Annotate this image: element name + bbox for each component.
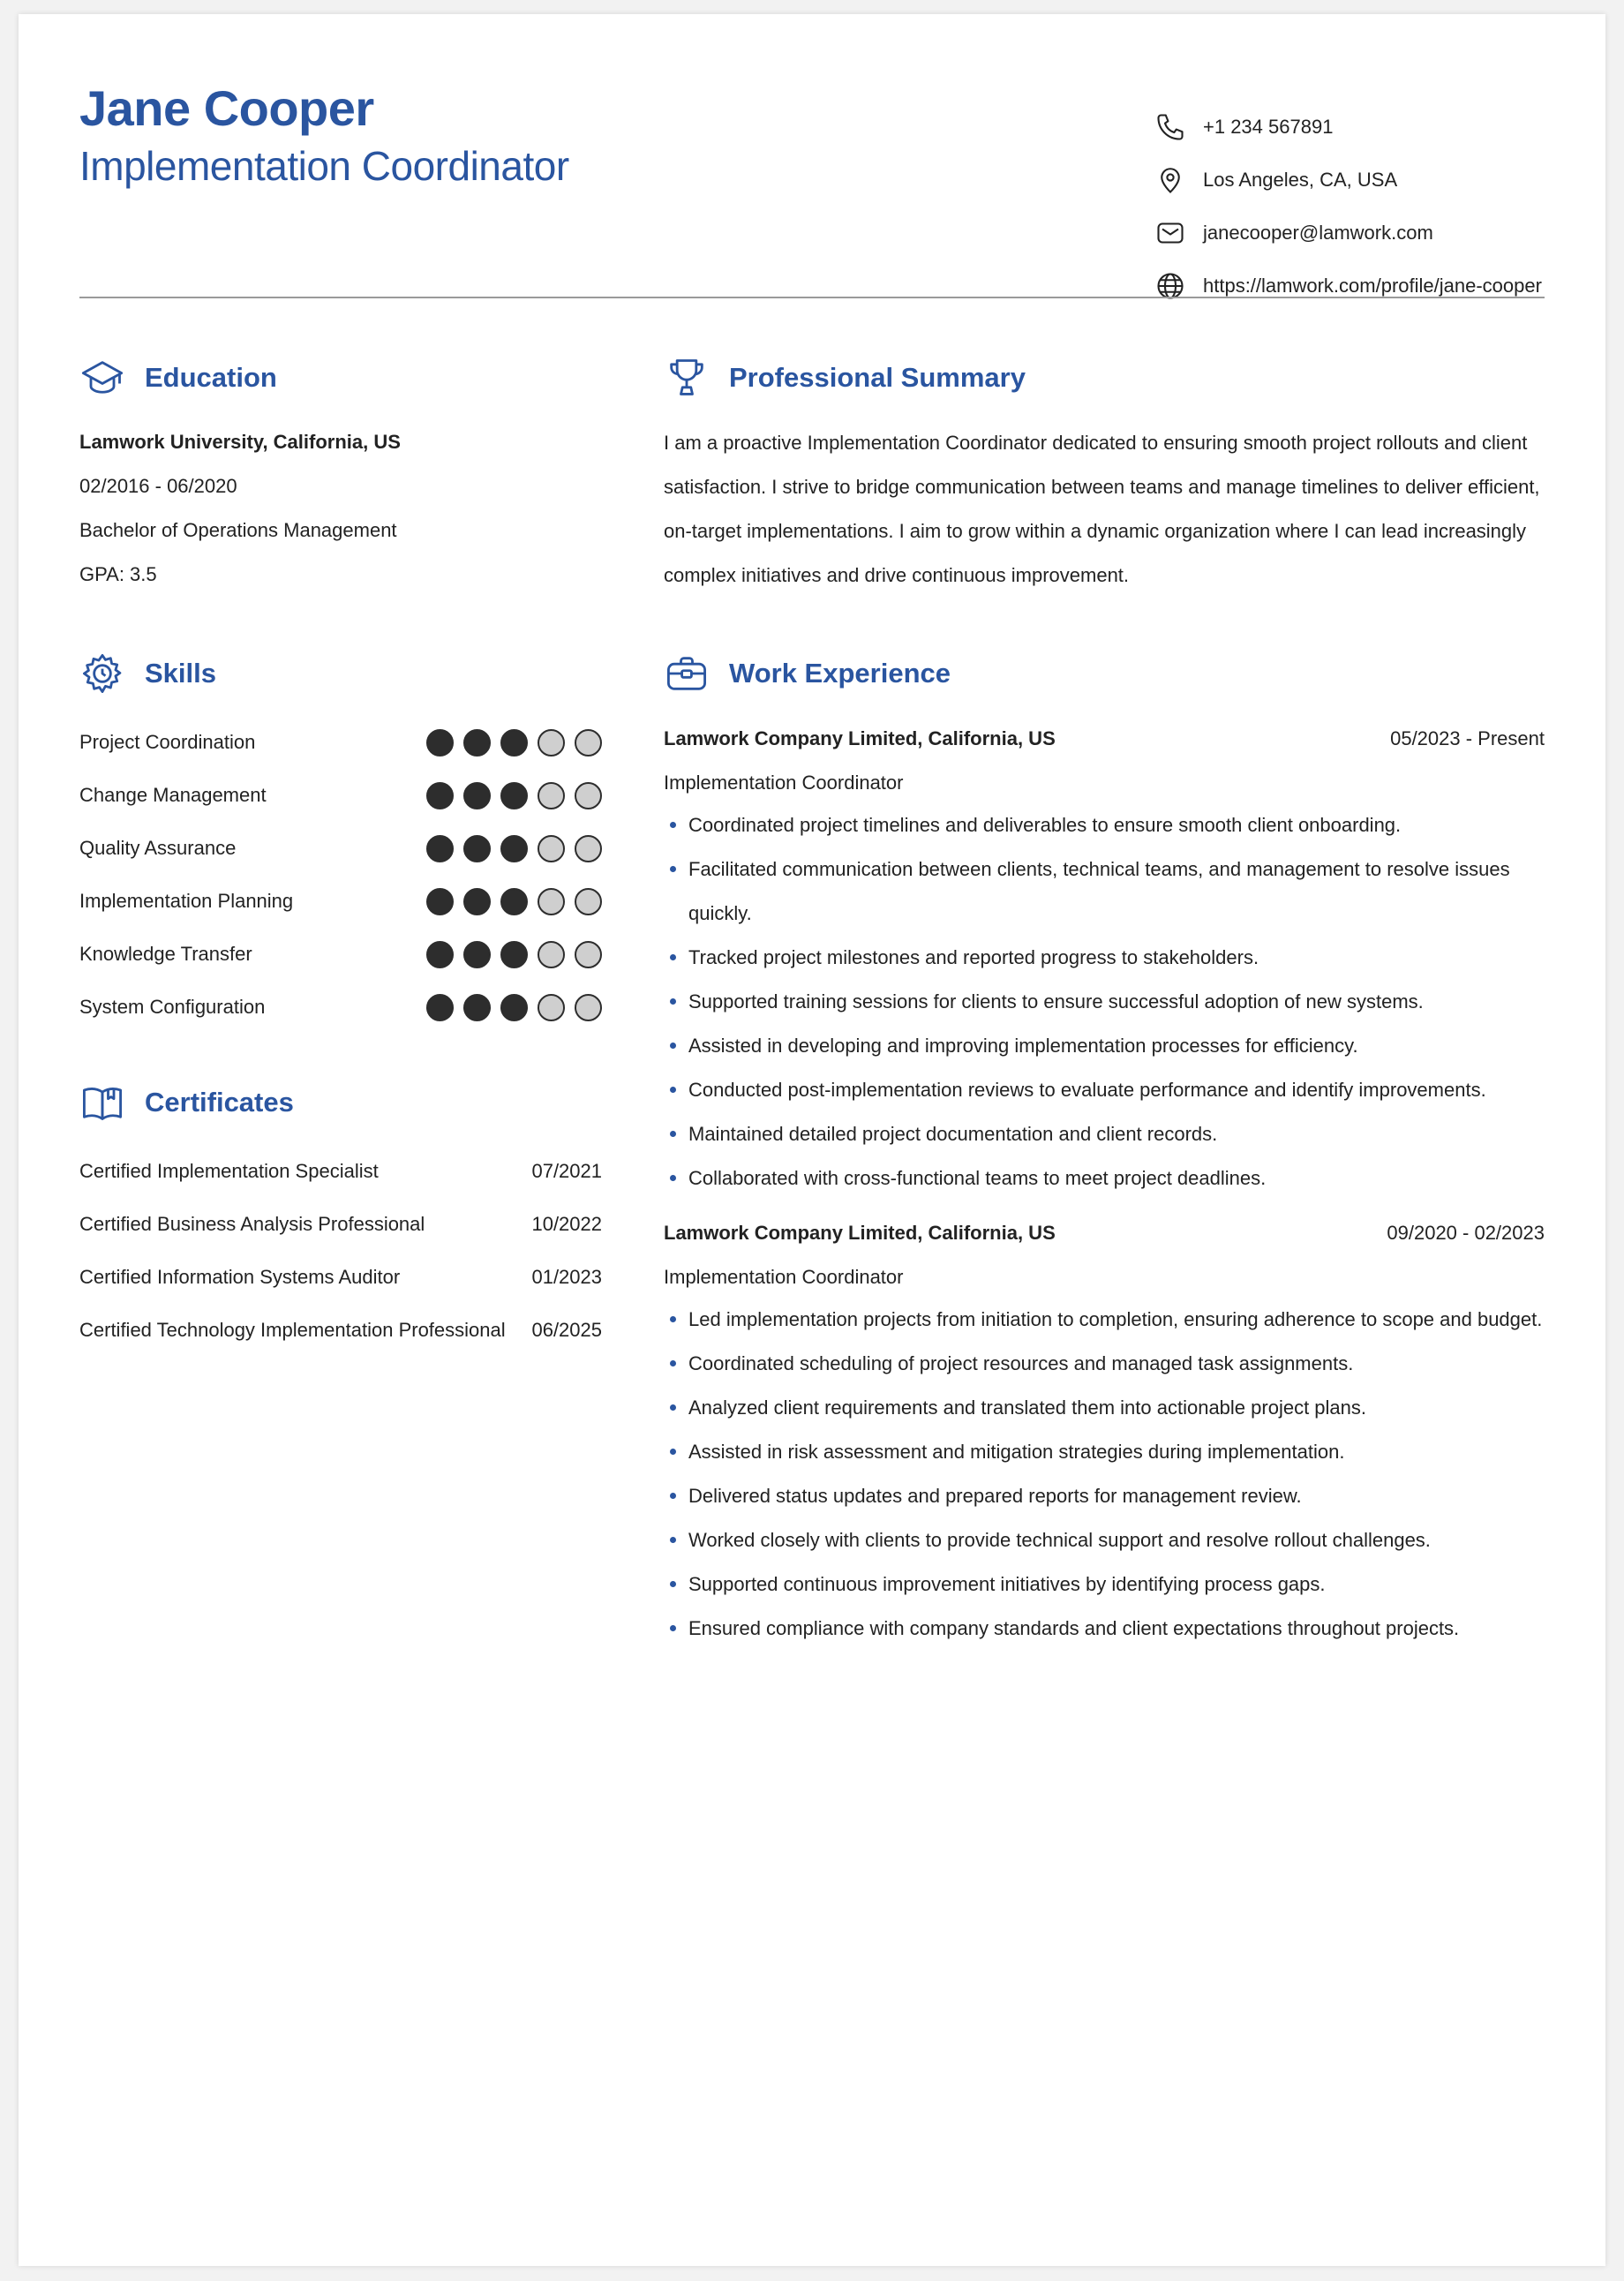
job-bullets — [664, 803, 1545, 1201]
rating-dot-filled — [463, 888, 491, 915]
contact-location-text: Los Angeles, CA, USA — [1203, 169, 1398, 191]
rating-dot-empty — [575, 941, 602, 968]
job-bullet: Assisted in developing and improving implementation processes for efficiency. — [664, 1024, 1545, 1068]
job-bullet: Worked closely with clients to provide technical support and resolve rollout challenges. — [664, 1518, 1545, 1562]
job-bullet: Delivered status updates and prepared reports for management review. — [664, 1474, 1545, 1518]
rating-dot-empty — [575, 994, 602, 1021]
rating-dot-empty — [575, 729, 602, 757]
certificate-name: Certified Implementation Specialist — [79, 1160, 379, 1182]
job-bullets — [664, 1298, 1545, 1651]
rating-dot-filled — [426, 994, 454, 1021]
graduation-cap-icon — [79, 355, 125, 401]
rating-dot-filled — [463, 729, 491, 757]
job-dates: 09/2020 - 02/2023 — [1387, 1222, 1545, 1244]
skills-heading — [79, 651, 216, 696]
skill-rating — [426, 888, 602, 915]
skill-label: System Configuration — [79, 996, 266, 1018]
header-divider — [79, 297, 1545, 298]
rating-dot-filled — [426, 941, 454, 968]
education-heading-label: Education — [145, 362, 277, 393]
skill-rating — [426, 941, 602, 968]
job-bullet: Facilitated communication between clients, technical teams, and management to resolve issues quickly. — [664, 847, 1545, 936]
contact-email-text[interactable]: janecooper@lamwork.com — [1203, 222, 1433, 244]
skill-rating — [426, 782, 602, 809]
candidate-name: Jane Cooper — [79, 80, 374, 136]
certificate-name: Certified Technology Implementation Professional — [79, 1319, 506, 1341]
skill-rating — [426, 729, 602, 757]
certificate-row — [79, 1260, 602, 1295]
certificate-row — [79, 1313, 602, 1348]
certificate-date: 06/2025 — [531, 1319, 602, 1341]
skill-label: Quality Assurance — [79, 837, 237, 859]
mail-icon — [1154, 216, 1187, 250]
rating-dot-empty — [538, 835, 565, 862]
gear-icon — [79, 651, 125, 696]
certificates-heading — [79, 1080, 294, 1125]
job-header — [664, 727, 1545, 750]
rating-dot-empty — [538, 994, 565, 1021]
job-bullet: Analyzed client requirements and translated them into actionable project plans. — [664, 1386, 1545, 1430]
education-heading — [79, 355, 277, 401]
job-bullet: Conducted post-implementation reviews to evaluate performance and identify improvements. — [664, 1068, 1545, 1112]
rating-dot-filled — [463, 782, 491, 809]
summary-heading — [664, 355, 1026, 401]
education-dates: 02/2016 - 06/2020 — [79, 475, 237, 497]
rating-dot-empty — [538, 941, 565, 968]
job-dates: 05/2023 - Present — [1390, 727, 1545, 749]
job-bullet: Tracked project milestones and reported progress to stakeholders. — [664, 936, 1545, 980]
rating-dot-empty — [538, 782, 565, 809]
certificate-date: 01/2023 — [531, 1266, 602, 1288]
certificate-name: Certified Business Analysis Professional — [79, 1213, 425, 1235]
certificate-name: Certified Information Systems Auditor — [79, 1266, 401, 1288]
certificate-row — [79, 1154, 602, 1189]
trophy-icon — [664, 355, 710, 401]
skill-row — [79, 725, 602, 760]
contact-list — [1154, 101, 1560, 312]
skill-rating — [426, 835, 602, 862]
rating-dot-filled — [500, 835, 528, 862]
skill-row — [79, 937, 602, 972]
rating-dot-filled — [500, 994, 528, 1021]
job-bullet: Supported training sessions for clients to ensure successful adoption of new systems. — [664, 980, 1545, 1024]
skill-rating — [426, 994, 602, 1021]
location-pin-icon — [1154, 163, 1187, 197]
education-gpa: GPA: 3.5 — [79, 563, 157, 585]
job-company: Lamwork Company Limited, California, US — [664, 727, 1056, 749]
certificate-row — [79, 1207, 602, 1242]
summary-heading-label: Professional Summary — [729, 362, 1026, 393]
job-header — [664, 1222, 1545, 1245]
briefcase-icon — [664, 651, 710, 696]
skills-heading-label: Skills — [145, 658, 216, 689]
job-bullet: Collaborated with cross-functional teams to meet project deadlines. — [664, 1156, 1545, 1201]
job-role: Implementation Coordinator — [664, 1266, 904, 1288]
contact-website-text[interactable]: https://lamwork.com/profile/jane-cooper — [1203, 275, 1542, 297]
skill-row — [79, 990, 602, 1025]
job-bullet: Assisted in risk assessment and mitigation strategies during implementation. — [664, 1430, 1545, 1474]
certificates-heading-label: Certificates — [145, 1087, 294, 1118]
job-bullet: Supported continuous improvement initiatives by identifying process gaps. — [664, 1562, 1545, 1607]
experience-heading-label: Work Experience — [729, 658, 951, 689]
skill-row — [79, 831, 602, 866]
job-bullet: Maintained detailed project documentation and client records. — [664, 1112, 1545, 1156]
skill-label: Implementation Planning — [79, 890, 294, 912]
rating-dot-filled — [463, 835, 491, 862]
education-degree: Bachelor of Operations Management — [79, 519, 397, 541]
skill-row — [79, 884, 602, 919]
contact-email — [1154, 207, 1560, 260]
job-bullet: Coordinated scheduling of project resources and managed task assignments. — [664, 1342, 1545, 1386]
job-bullet: Ensured compliance with company standards and client expectations throughout projects. — [664, 1607, 1545, 1651]
contact-phone-text[interactable]: +1 234 567891 — [1203, 116, 1334, 138]
summary-text: I am a proactive Implementation Coordinator dedicated to ensuring smooth project rollouts and client satisfaction. I strive to bridge communication between teams and manage timelines to deliver efficient, on-target implementations. I aim to grow within a dynamic organization where I can lead increasingly complex initiatives and drive continuous improvement. — [664, 432, 1540, 586]
rating-dot-empty — [575, 782, 602, 809]
resume-page — [19, 14, 1605, 2266]
skill-label: Knowledge Transfer — [79, 943, 252, 965]
rating-dot-filled — [463, 994, 491, 1021]
skill-label: Project Coordination — [79, 731, 256, 753]
open-book-icon — [79, 1080, 125, 1125]
job-bullet: Coordinated project timelines and deliverables to ensure smooth client onboarding. — [664, 803, 1545, 847]
certificate-date: 10/2022 — [531, 1213, 602, 1235]
rating-dot-empty — [538, 888, 565, 915]
contact-location — [1154, 154, 1560, 207]
experience-heading — [664, 651, 951, 696]
rating-dot-empty — [575, 888, 602, 915]
rating-dot-filled — [463, 941, 491, 968]
skill-row — [79, 778, 602, 813]
rating-dot-filled — [426, 888, 454, 915]
rating-dot-filled — [426, 835, 454, 862]
candidate-title: Implementation Coordinator — [79, 143, 569, 189]
rating-dot-filled — [500, 729, 528, 757]
rating-dot-empty — [575, 835, 602, 862]
contact-phone — [1154, 101, 1560, 154]
education-institution: Lamwork University, California, US — [79, 431, 401, 453]
rating-dot-filled — [500, 888, 528, 915]
rating-dot-empty — [538, 729, 565, 757]
job-bullet: Led implementation projects from initiation to completion, ensuring adherence to scope and budget. — [664, 1298, 1545, 1342]
rating-dot-filled — [500, 782, 528, 809]
rating-dot-filled — [426, 782, 454, 809]
skill-label: Change Management — [79, 784, 267, 806]
job-role: Implementation Coordinator — [664, 772, 904, 794]
certificate-date: 07/2021 — [531, 1160, 602, 1182]
contact-website — [1154, 260, 1560, 312]
job-company: Lamwork Company Limited, California, US — [664, 1222, 1056, 1244]
rating-dot-filled — [426, 729, 454, 757]
phone-icon — [1154, 110, 1187, 144]
rating-dot-filled — [500, 941, 528, 968]
